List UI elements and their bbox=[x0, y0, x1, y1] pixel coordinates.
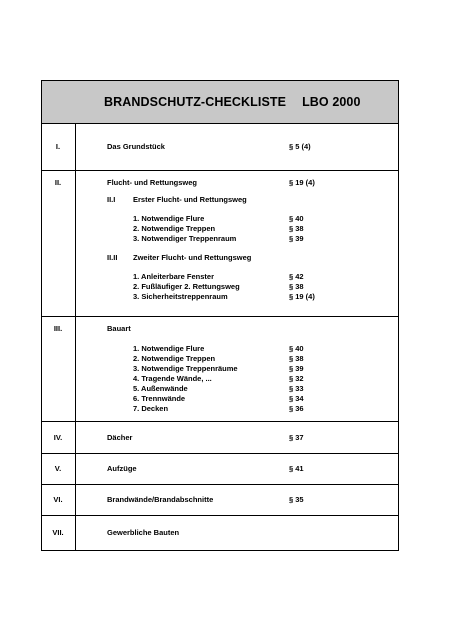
row-number: V. bbox=[54, 464, 62, 473]
list-item-reference: § 40 bbox=[289, 344, 304, 353]
subsection-label: Erster Flucht- und Rettungsweg bbox=[133, 195, 247, 204]
row-divider bbox=[41, 421, 399, 422]
list-item-reference: § 33 bbox=[289, 384, 304, 393]
list-item-reference: § 19 (4) bbox=[289, 292, 315, 301]
row-number: VII. bbox=[52, 528, 64, 537]
row-label: Brandwände/Brandabschnitte bbox=[107, 495, 214, 504]
list-item-label: 3. Notwendiger Treppenraum bbox=[133, 234, 237, 243]
list-item-label: 1. Notwendige Flure bbox=[133, 214, 205, 223]
subsection-label: Zweiter Flucht- und Rettungsweg bbox=[133, 253, 252, 262]
subsection-number: II.I bbox=[107, 195, 116, 204]
list-item-reference: § 40 bbox=[289, 214, 304, 223]
row-number: I. bbox=[55, 142, 61, 151]
list-item-label: 3. Notwendige Treppenräume bbox=[133, 364, 238, 373]
row-label: Das Grundstück bbox=[107, 142, 165, 151]
subsection-number: II.II bbox=[107, 253, 118, 262]
list-item-reference: § 36 bbox=[289, 404, 304, 413]
row-number: IV. bbox=[53, 433, 63, 442]
list-item-reference: § 39 bbox=[289, 364, 304, 373]
list-item-label: 2. Fußläufiger 2. Rettungsweg bbox=[133, 282, 240, 291]
list-item-label: 3. Sicherheitstreppenraum bbox=[133, 292, 228, 301]
list-item-label: 5. Außenwände bbox=[133, 384, 188, 393]
list-item-reference: § 38 bbox=[289, 224, 304, 233]
row-divider bbox=[41, 484, 399, 485]
title-main: BRANDSCHUTZ-CHECKLISTE bbox=[104, 95, 287, 109]
list-item-reference: § 38 bbox=[289, 282, 304, 291]
list-item-label: 1. Anleiterbare Fenster bbox=[133, 272, 215, 281]
list-item-label: 6. Trennwände bbox=[133, 394, 186, 403]
list-item-label: 4. Tragende Wände, ... bbox=[133, 374, 212, 383]
list-item-reference: § 38 bbox=[289, 354, 304, 363]
column-divider bbox=[75, 123, 76, 551]
row-label: Aufzüge bbox=[107, 464, 137, 473]
row-divider bbox=[41, 515, 399, 516]
list-item-reference: § 42 bbox=[289, 272, 304, 281]
row-divider bbox=[41, 316, 399, 317]
row-reference: § 19 (4) bbox=[289, 178, 315, 187]
row-label: Dächer bbox=[107, 433, 133, 442]
row-divider bbox=[41, 453, 399, 454]
row-label: Bauart bbox=[107, 324, 131, 333]
list-item-reference: § 32 bbox=[289, 374, 304, 383]
row-reference: § 5 (4) bbox=[289, 142, 311, 151]
row-reference: § 35 bbox=[289, 495, 304, 504]
title-reference: LBO 2000 bbox=[302, 95, 361, 109]
page-title bbox=[104, 95, 361, 109]
list-item-label: 7. Decken bbox=[133, 404, 169, 413]
list-item-reference: § 34 bbox=[289, 394, 304, 403]
row-reference: § 37 bbox=[289, 433, 304, 442]
title-box bbox=[41, 80, 399, 124]
row-label: Gewerbliche Bauten bbox=[107, 528, 180, 537]
list-item-label: 2. Notwendige Treppen bbox=[133, 224, 216, 233]
list-item-label: 1. Notwendige Flure bbox=[133, 344, 205, 353]
row-number: II. bbox=[54, 178, 62, 187]
row-divider bbox=[41, 170, 399, 171]
row-reference: § 41 bbox=[289, 464, 304, 473]
row-label: Flucht- und Rettungsweg bbox=[107, 178, 197, 187]
row-number: VI. bbox=[53, 495, 63, 504]
list-item-label: 2. Notwendige Treppen bbox=[133, 354, 216, 363]
list-item-reference: § 39 bbox=[289, 234, 304, 243]
row-number: III. bbox=[53, 324, 63, 333]
checklist-table bbox=[41, 123, 399, 551]
